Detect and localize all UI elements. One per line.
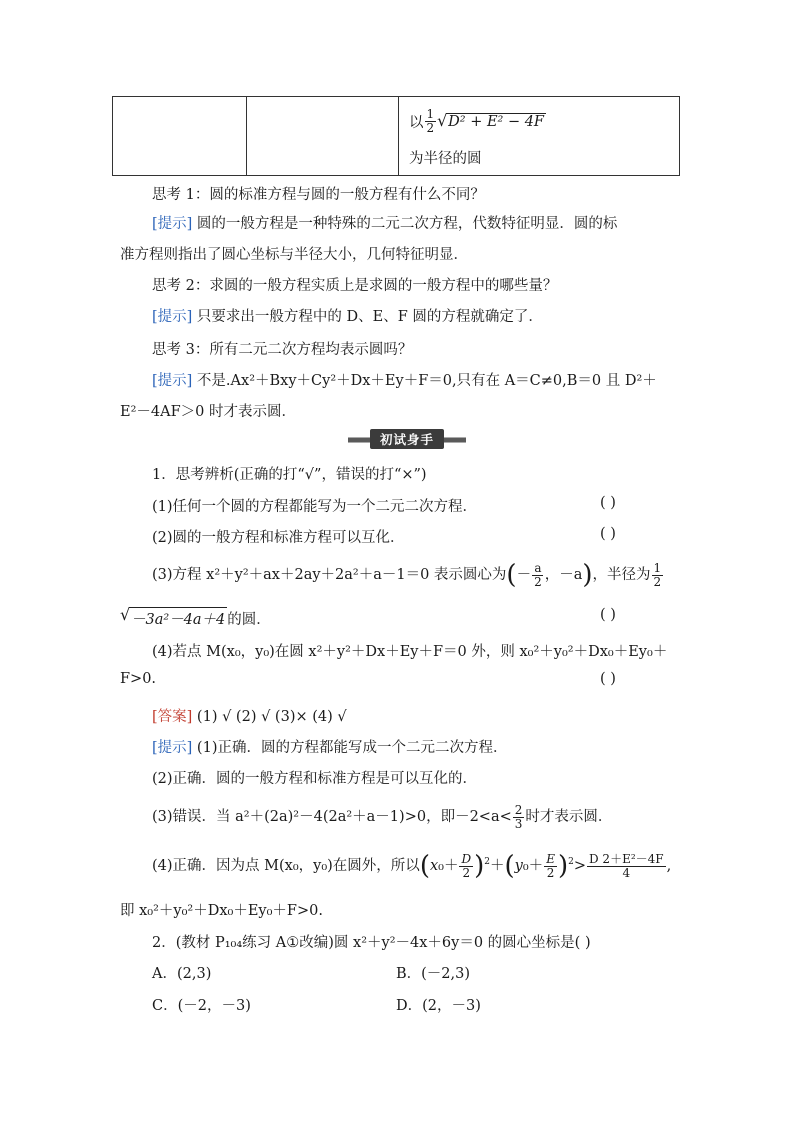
answer-paren-1: ( ) xyxy=(600,495,616,511)
radius-sqrt: √ D² + E² − 4F xyxy=(437,110,544,130)
q1-hint2: (2)正确．圆的一般方程和标准方程是可以互化的． xyxy=(152,771,478,787)
q1-item3-line2: √ －3a²－4a＋4 的圆． xyxy=(120,605,271,628)
q1-hint3: (3)错误．当 a²＋(2a)²－4(2a²＋a－1)>0，即－2<a< $\frac{2}{3}$ 时才表示圆． xyxy=(152,803,613,831)
answer-paren-3: ( ) xyxy=(600,607,616,623)
q2-stem: 2．(教材 P₁₀₄练习 A①改编)圆 x²＋y²－4x＋6y＝0 的圆心坐标是( ) xyxy=(152,935,591,951)
hint-tag: [提示] xyxy=(152,740,193,756)
table-cell-empty-2 xyxy=(247,97,399,176)
option-b: B．(－2,3) xyxy=(396,966,471,982)
q1-item3-line1: (3)方程 x²＋y²＋ax＋2ay＋2a²＋a－1＝0 表示圆心为(－ $\frac{a}{2}$ ，－a)，半径为 $\frac{1}{2}$ xyxy=(152,560,662,591)
think1-hint-line2: 准方程则指出了圆心坐标与半径大小，几何特征明显． xyxy=(120,247,468,263)
hint-tag: [提示] xyxy=(152,309,193,325)
half-fraction: $\frac{1}{2}$ xyxy=(426,106,435,135)
think1-hint-line1: [提示] 圆的一般方程是一种特殊的二元二次方程，代数特征明显．圆的标 xyxy=(152,216,618,232)
q1-hint4: (4)正确．因为点 M(x₀，y₀)在圆外，所以(x₀＋ $\frac{D}{2}$ )$^2$＋(y₀＋ $\frac{E}{2}$ )$^2$> $\frac{\text{D 2＋E²－4F}}{4}$ , xyxy=(152,851,672,882)
think1-question: 思考 1：圆的标准方程与圆的一般方程有什么不同？ xyxy=(152,187,485,203)
section-badge xyxy=(348,430,466,448)
cell-line2: 为半径的圆 xyxy=(409,151,482,167)
q1-hint5: 即 x₀²＋y₀²＋Dx₀＋Ey₀＋F>0. xyxy=(120,903,323,919)
q1-hint1: [提示] (1)正确．圆的方程都能写成一个二元二次方程． xyxy=(152,740,508,756)
option-c: C．(－2，－3) xyxy=(152,998,251,1014)
table-fragment xyxy=(112,96,680,176)
q1-item2: (2)圆的一般方程和标准方程可以互化． xyxy=(152,530,405,546)
table-cell-radius xyxy=(399,97,680,176)
think2-question: 思考 2：求圆的一般方程实质上是求圆的一般方程中的哪些量？ xyxy=(152,278,558,294)
option-d: D．(2，－3) xyxy=(396,998,481,1014)
q1-item1: (1)任何一个圆的方程都能写为一个二元二次方程． xyxy=(152,499,478,515)
think3-hint-line1: [提示] 不是.Ax²＋Bxy＋Cy²＋Dx＋Ey＋F＝0,只有在 A＝C≠0,B＝0 且 D²＋ xyxy=(152,373,657,389)
option-a: A．(2,3) xyxy=(152,966,212,982)
q1-answer: [答案] (1) √ (2) √ (3)× (4) √ xyxy=(152,709,347,725)
answer-tag: [答案] xyxy=(152,709,193,725)
q1-stem: 1．思考辨析(正确的打“√”，错误的打“×”) xyxy=(152,467,427,483)
q1-item4-line2: F>0. xyxy=(120,671,157,687)
think2-hint: [提示] 只要求出一般方程中的 D、E、F 圆的方程就确定了． xyxy=(152,309,543,325)
table-cell-empty-1 xyxy=(113,97,247,176)
cell-prefix: 以 xyxy=(409,114,424,131)
answer-paren-2: ( ) xyxy=(600,526,616,542)
think3-question: 思考 3：所有二元二次方程均表示圆吗？ xyxy=(152,342,413,358)
think3-hint-line2: E²－4AF＞0 时才表示圆． xyxy=(120,404,296,420)
hint-tag: [提示] xyxy=(152,216,193,232)
section-badge-label: 初试身手 xyxy=(370,429,444,449)
hint-tag: [提示] xyxy=(152,373,193,389)
q1-item4-line1: (4)若点 M(x₀，y₀)在圆 x²＋y²＋Dx＋Ey＋F＝0 外，则 x₀²＋y₀²＋Dx₀＋Ey₀＋ xyxy=(152,644,668,660)
answer-paren-4: ( ) xyxy=(600,671,616,687)
